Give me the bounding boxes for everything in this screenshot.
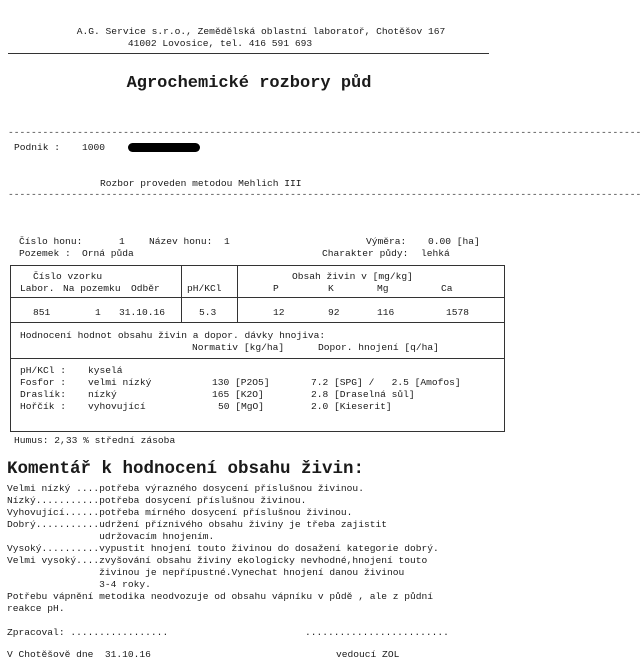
cell-ph: 5.3 xyxy=(199,307,217,318)
table-divider-2 xyxy=(237,265,238,322)
eval-k-rating: nízký xyxy=(88,389,117,400)
cell-p: 12 xyxy=(273,307,285,318)
table-eval-rule xyxy=(10,358,505,359)
table-header-rule xyxy=(10,297,505,298)
eval-k-normativ: 165 [K2O] xyxy=(212,389,264,400)
eval-k-dose: 2.8 [Draselná sůl] xyxy=(311,389,415,400)
redacted-company-name xyxy=(128,143,200,152)
evaluation-title: Hodnocení hodnot obsahu živin a dopor. dávky hnojiva: xyxy=(20,330,326,341)
comment-line: Nízký...........potřeba dosycení příslušnou živinou. xyxy=(7,495,307,506)
cell-labor: 851 xyxy=(33,307,51,318)
area-label: Výměra: xyxy=(366,236,407,247)
eval-p-label: Fosfor : xyxy=(20,377,67,388)
eval-ph-rating: kyselá xyxy=(88,365,123,376)
comment-line: Velmi vysoký....zvyšování obsahu živiny ekologicky nevhodné,hnojení touto xyxy=(7,555,428,566)
processed-by: Zpracoval: ................. xyxy=(7,627,169,638)
comment-line: živinou je nepřípustné.Vynechat hnojení danou živinou xyxy=(7,567,405,578)
place-and-date: V Chotěšově dne 31.10.16 xyxy=(7,649,151,660)
cell-k: 92 xyxy=(328,307,340,318)
signature-line: ......................... xyxy=(305,627,449,638)
lab-address-line-2: 41002 Lovosice, tel. 416 591 693 xyxy=(127,38,313,49)
mg-header: Mg xyxy=(377,283,389,294)
plot-number-value: 1 xyxy=(119,236,125,247)
area-value: 0.00 [ha] xyxy=(428,236,480,247)
comment-line: Vyhovující......potřeba mírného dosycení příslušnou živinou. xyxy=(7,507,353,518)
comment-line: Potřebu vápnění metodika neodvozuje od obsahu vápníku v půdě , ale z půdní xyxy=(7,591,434,602)
cell-ca: 1578 xyxy=(446,307,470,318)
humus-note: Humus: 2,33 % střední zásoba xyxy=(14,435,176,446)
comment-line: Velmi nízký ....potřeba výrazného dosycení příslušnou živinou. xyxy=(7,483,364,494)
soil-character-label: Charakter půdy: xyxy=(322,248,409,259)
dashed-separator-bottom: -------------------------------------------------------------------------------------------------------------- xyxy=(8,189,641,200)
method-text: Rozbor proveden metodou Mehlich III xyxy=(100,178,302,189)
dashed-separator-top: -------------------------------------------------------------------------------------------------------------- xyxy=(8,127,641,138)
eval-mg-dose: 2.0 [Kieserit] xyxy=(311,401,392,412)
company-label: Podnik : xyxy=(14,142,61,153)
eval-p-normativ: 130 [P2O5] xyxy=(212,377,270,388)
comment-line: 3-4 roky. xyxy=(7,579,151,590)
table-data-rule xyxy=(10,322,505,323)
header-rule xyxy=(8,53,489,54)
eval-k-label: Draslík: xyxy=(20,389,67,400)
ca-header: Ca xyxy=(441,283,453,294)
comment-line: Vysoký..........vypustit hnojení touto živinou do dosažení kategorie dobrý. xyxy=(7,543,439,554)
k-header: K xyxy=(328,283,334,294)
on-plot-header: Na pozemku xyxy=(63,283,121,294)
eval-mg-rating: vyhovující xyxy=(88,401,146,412)
comment-line: Dobrý...........udržení příznivého obsahu živiny je třeba zajistit xyxy=(7,519,387,530)
eval-mg-normativ: 50 [MgO] xyxy=(218,401,265,412)
lab-address-line-1: A.G. Service s.r.o., Zemědělská oblastní laboratoř, Chotěšov 167 xyxy=(76,26,446,37)
land-type-value: Orná půda xyxy=(82,248,134,259)
cell-on-plot: 1 xyxy=(95,307,101,318)
plot-number-label: Číslo honu: xyxy=(19,236,83,247)
recommended-dose-header: Dopor. hnojení [q/ha] xyxy=(318,342,439,353)
eval-ph-label: pH/KCl : xyxy=(20,365,67,376)
cell-sampling-date: 31.10.16 xyxy=(119,307,166,318)
p-header: P xyxy=(273,283,279,294)
comment-line: udržovacím hnojením. xyxy=(7,531,215,542)
table-divider-1 xyxy=(181,265,182,322)
company-code: 1000 xyxy=(82,142,106,153)
comment-line: reakce pH. xyxy=(7,603,65,614)
comment-heading: Komentář k hodnocení obsahu živin: xyxy=(7,459,365,479)
plot-name-label: Název honu: xyxy=(149,236,213,247)
page-title: Agrochemické rozbory půd xyxy=(126,74,372,93)
plot-name-value: 1 xyxy=(224,236,230,247)
cell-mg: 116 xyxy=(377,307,395,318)
head-of-lab: vedoucí ZOL xyxy=(336,649,400,660)
normativ-header: Normativ [kg/ha] xyxy=(192,342,285,353)
soil-character-value: lehká xyxy=(421,248,450,259)
sampling-header: Odběr xyxy=(131,283,160,294)
labor-header: Labor. xyxy=(20,283,55,294)
eval-mg-label: Hořčík : xyxy=(20,401,67,412)
ph-header: pH/KCl xyxy=(187,283,222,294)
nutrient-content-header: Obsah živin v [mg/kg] xyxy=(292,271,413,282)
sample-number-header: Číslo vzorku xyxy=(33,271,103,282)
eval-p-dose: 7.2 [SPG] / 2.5 [Amofos] xyxy=(311,377,461,388)
eval-p-rating: velmi nízký xyxy=(88,377,152,388)
land-type-label: Pozemek : xyxy=(19,248,71,259)
